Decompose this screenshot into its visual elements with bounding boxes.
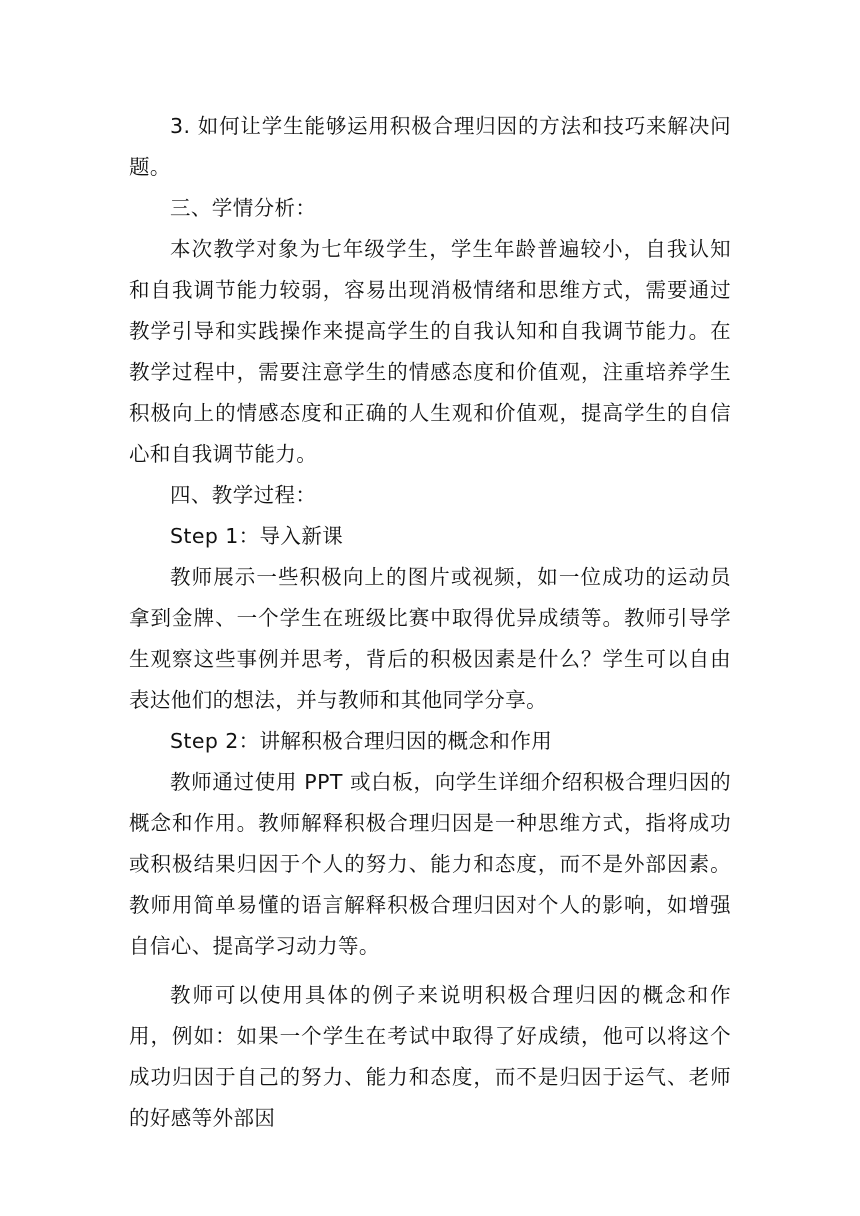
paragraph-example: 教师可以使用具体的例子来说明积极合理归因的概念和作用，例如：如果一个学生在考试中取得了好成绩，他可以将这个成功归因于自己的努力、能力和态度，而不是归因于运气、老师的好感等外部因 (129, 983, 731, 1130)
paragraph-step-1: 教师展示一些积极向上的图片或视频，如一位成功的运动员拿到金牌、一个学生在班级比赛中取得优异成绩等。教师引导学生观察这些事例并思考，背后的积极因素是什么？学生可以自由表达他们的想法，并与教师和其他同学分享。 (129, 565, 731, 712)
paragraph-spacer (129, 967, 731, 975)
section-heading-student-analysis: 三、学情分析： (170, 196, 317, 220)
section-heading-teaching-process: 四、教学过程： (170, 483, 317, 507)
list-item-3: 3. 如何让学生能够运用积极合理归因的方法和技巧来解决问题。 (129, 114, 731, 179)
paragraph-student-analysis: 本次教学对象为七年级学生，学生年龄普遍较小，自我认知和自我调节能力较弱，容易出现消极情绪和思维方式，需要通过教学引导和实践操作来提高学生的自我认知和自我调节能力。在教学过程中，需要注意学生的情感态度和价值观，注重培养学生积极向上的情感态度和正确的人生观和价值观，提高学生的自信心和自我调节能力。 (129, 237, 731, 466)
step-1-heading: Step 1：导入新课 (170, 524, 344, 548)
step-2-heading: Step 2：讲解积极合理归因的概念和作用 (170, 729, 553, 753)
paragraph-step-2: 教师通过使用 PPT 或白板，向学生详细介绍积极合理归因的概念和作用。教师解释积极合理归因是一种思维方式，指将成功或积极结果归因于个人的努力、能力和态度，而不是外部因素。教师用简单易懂的语言解释积极合理归因对个人的影响，如增强自信心、提高学习动力等。 (129, 770, 731, 958)
document-body (129, 106, 731, 1139)
